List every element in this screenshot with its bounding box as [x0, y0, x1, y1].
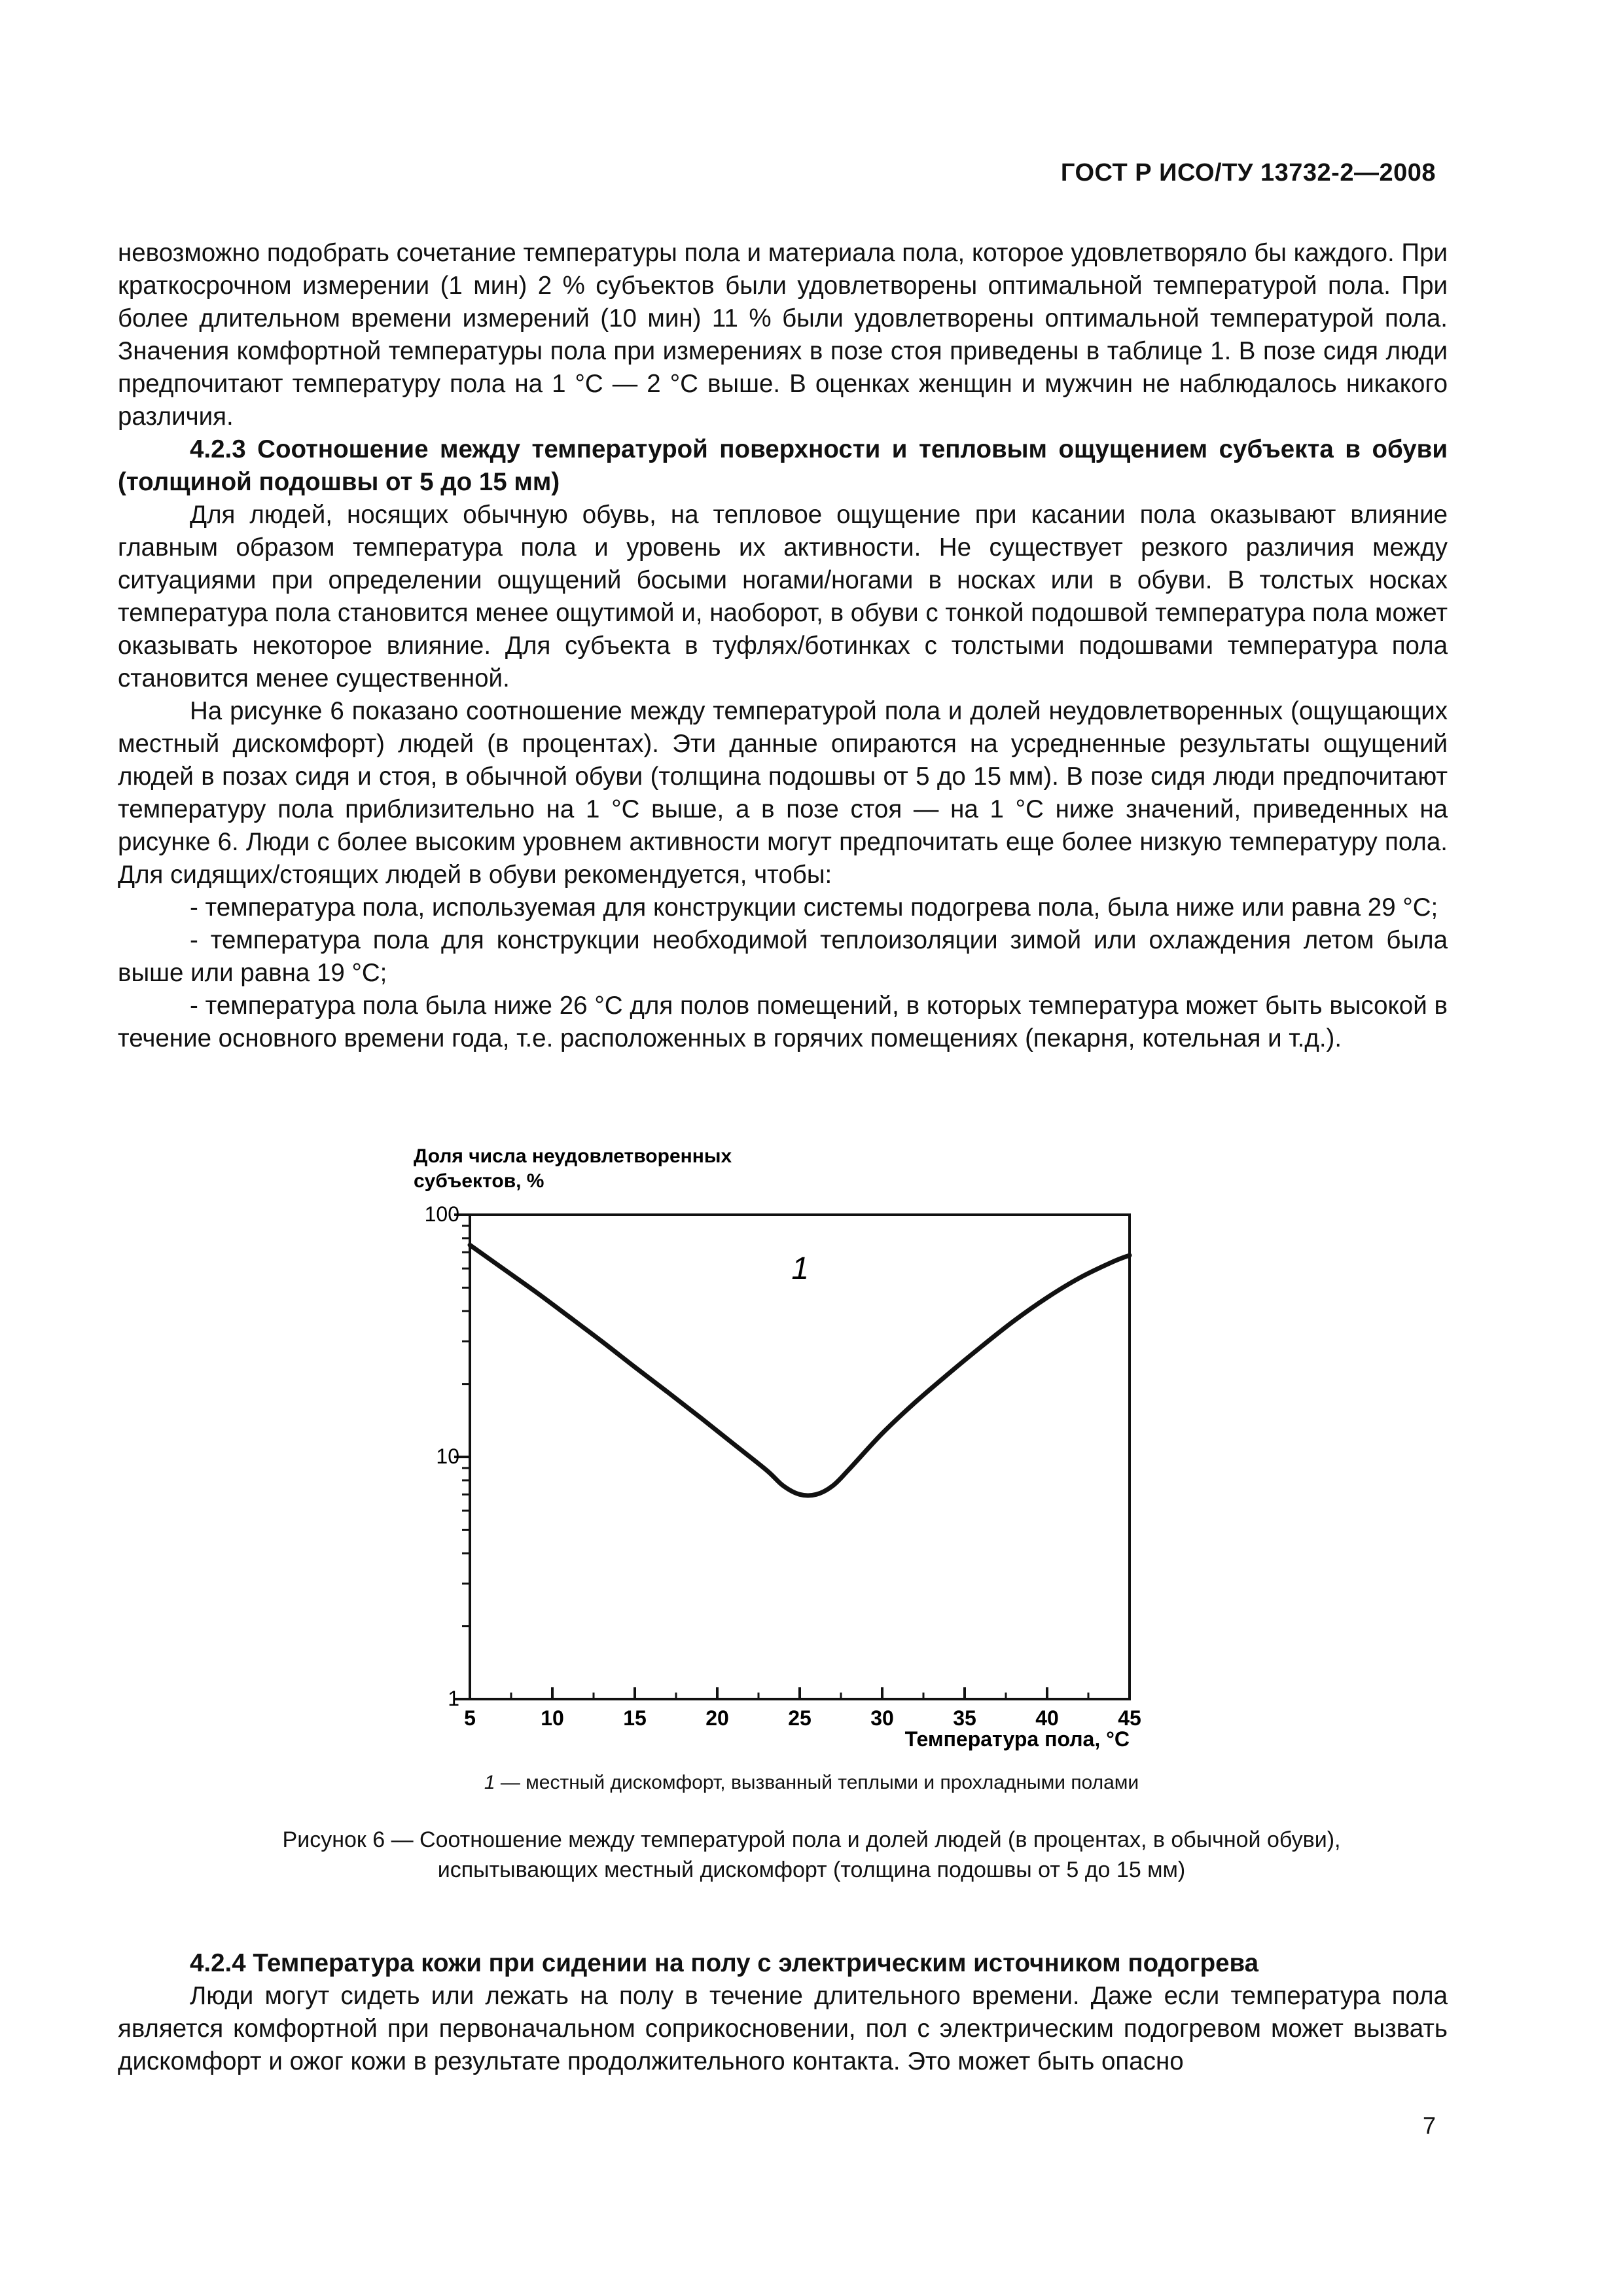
discomfort-chart	[0, 1136, 1623, 1765]
caption-line-2: испытывающих местный дискомфорт (толщина подошвы от 5 до 15 мм)	[437, 1857, 1186, 1882]
document-header: ГОСТ Р ИСО/ТУ 13732-2—2008	[1060, 159, 1436, 187]
paragraph-footwear: Для людей, носящих обычную обувь, на тепловое ощущение при касании пола оказывают влияние главным образом температура пола и уровень их активности. Не существует резкого различия между ситуациями при определении ощущений босыми ногами/ногами в носках или в обуви. В толстых носках температура пола становится менее ощутимой и, наоборот, в обуви с тонкой подошвой температура пола может оказывать некоторое влияние. Для субъекта в туфлях/ботинках с толстыми подошвами температура пола становится менее существенной.	[118, 501, 1448, 692]
paragraph-skin-temperature: Люди могут сидеть или лежать на полу в течение длительного времени. Даже если температура пола является комфортной при первоначальном соприкосновении, пол с электрическим подогревом может вызвать дискомфорт и ожог кожи в результате продолжительного контакта. Это может быть опасно	[118, 1982, 1448, 2075]
x-tick-label: 35	[953, 1706, 976, 1730]
x-tick-label: 40	[1035, 1706, 1059, 1730]
x-tick-label: 25	[788, 1706, 812, 1730]
y-tick-label: 100	[424, 1202, 459, 1226]
series-label-1: 1	[791, 1251, 810, 1287]
plot-frame	[470, 1215, 1130, 1699]
y-axis-label-line2: субъектов, %	[414, 1170, 544, 1192]
section-heading-4-2-4: 4.2.4 Температура кожи при сидении на полу с электрическим источником подогрева	[190, 1949, 1259, 1977]
bullet-item-2: - температура пола для конструкции необходимой теплоизоляции зимой или охлаждения летом была выше или равна 19 °С;	[118, 926, 1448, 987]
y-tick-label: 1	[448, 1687, 459, 1710]
bullet-item-1: - температура пола, используемая для конструкции системы подогрева пола, была ниже или равна 29 °С;	[190, 893, 1438, 922]
paragraph-continuation: невозможно подобрать сочетание температуры пола и материала пола, которое удовлетворяло бы каждого. При краткосрочном измерении (1 мин) 2 % субъектов были удовлетворены оптимальной температурой пола. При более длительном времени измерений (10 мин) 11 % были удовлетворены оптимальной температурой пола. Значения комфортной температуры пола при измерениях в позе стоя приведены в таблице 1. В позе сидя люди предпочитают температуру пола на 1 °С — 2 °С выше. В оценках женщин и мужчин не наблюдалось никакого различия.	[118, 239, 1448, 431]
x-tick-label: 45	[1118, 1706, 1141, 1730]
x-tick-label: 10	[541, 1706, 564, 1730]
y-tick-label: 10	[436, 1444, 459, 1468]
legend-number: 1	[484, 1772, 495, 1793]
paragraph-figure-reference: На рисунке 6 показано соотношение между температурой пола и долей неудовлетворенных (ощущающих местный дискомфорт) людей (в процентах). Эти данные опираются на усредненные результаты ощущений людей в позах сидя и стоя, в обычной обуви (толщина подошвы от 5 до 15 мм). В позе сидя люди предпочитают температуру пола приблизительно на 1 °С выше, а в позе стоя — на 1 °С ниже значений, приведенных на рисунке 6. Люди с более высоким уровнем активности могут предпочитать еще более низкую температуру пола. Для сидящих/стоящих людей в обуви рекомендуется, чтобы:	[118, 697, 1448, 889]
figure-caption	[0, 1825, 1623, 1885]
figure-legend	[0, 1772, 1623, 1794]
page-number: 7	[1422, 2112, 1436, 2139]
x-tick-label: 5	[464, 1706, 476, 1730]
x-tick-label: 30	[870, 1706, 894, 1730]
body-text	[118, 237, 1448, 1055]
section-heading-4-2-3: 4.2.3 Соотношение между температурой поверхности и тепловым ощущением субъекта в обуви (толщиной подошвы от 5 до 15 мм)	[118, 435, 1448, 496]
caption-line-1: Рисунок 6 — Соотношение между температурой пола и долей людей (в процентах, в обычной обуви),	[282, 1827, 1341, 1852]
x-tick-label: 15	[623, 1706, 647, 1730]
y-axis-label-line1: Доля числа неудовлетворенных	[414, 1145, 732, 1167]
x-axis-label: Температура пола, °С	[904, 1727, 1130, 1751]
x-tick-label: 20	[705, 1706, 729, 1730]
legend-text: — местный дискомфорт, вызванный теплыми и прохладными полами	[495, 1772, 1139, 1793]
bullet-item-3: - температура пола была ниже 26 °С для полов помещений, в которых температура может быть высокой в течение основного времени года, т.е. расположенных в горячих помещениях (пекарня, котельная и т.д.).	[118, 992, 1448, 1052]
section-4-2-4	[118, 1947, 1448, 2078]
